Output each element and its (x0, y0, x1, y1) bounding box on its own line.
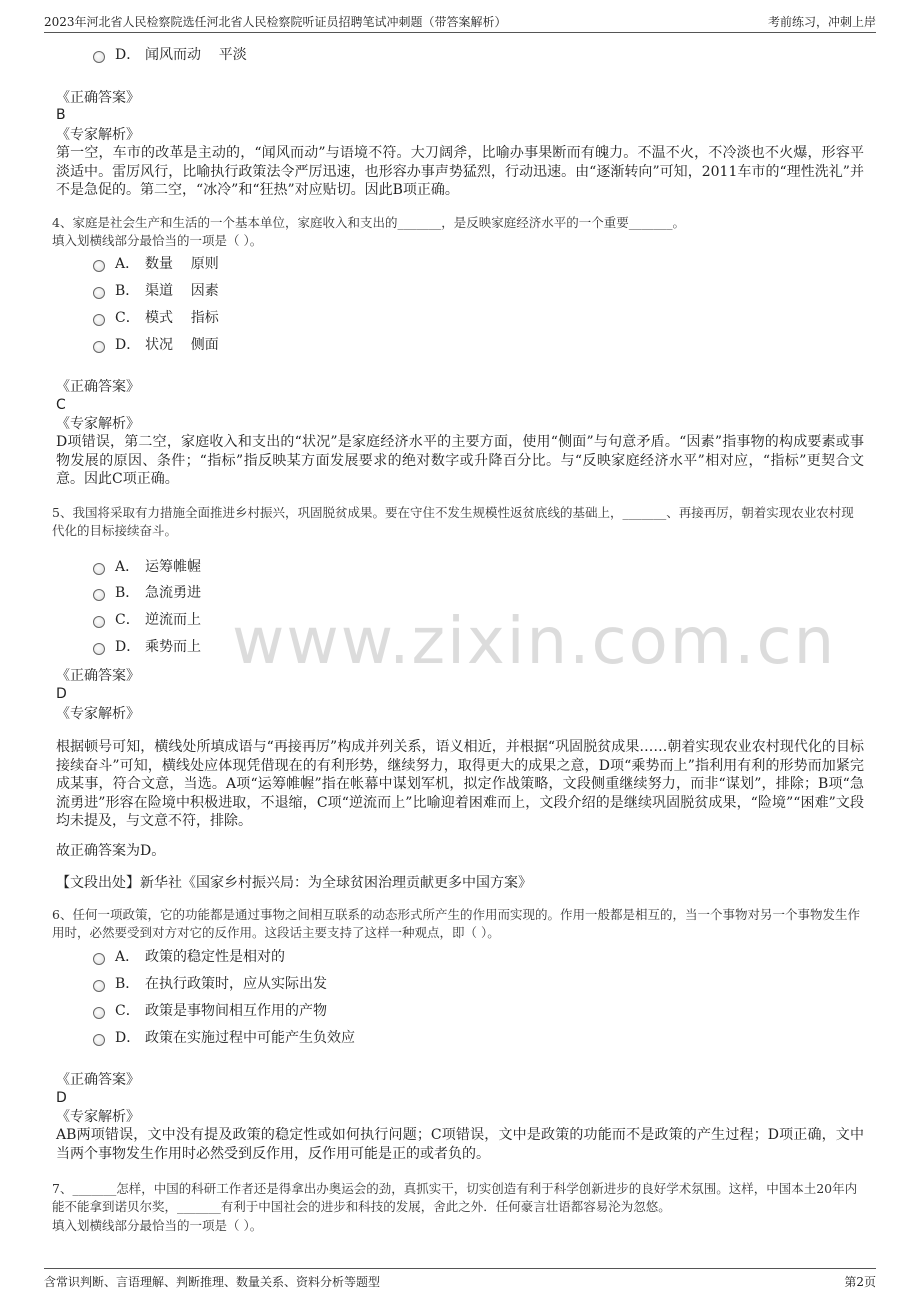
q6-analysis: AB两项错误，文中没有提及政策的稳定性或如何执行问题；C项错误，文中是政策的功能而不是政策的产生过程；D项正确，文中当两个事物发生作用时必然受到反作用，反作用可能是正的或者负的。 (56, 1127, 864, 1162)
document-title: 2023年河北省人民检察院选任河北省人民检察院听证员招聘笔试冲刺题（带答案解析） (44, 15, 507, 29)
radio-icon[interactable] (93, 51, 105, 63)
page-footer (44, 1268, 876, 1293)
radio-icon[interactable] (93, 589, 105, 601)
q6-answer-label: 《正确答案》 (56, 1072, 140, 1088)
q3-option-d[interactable]: D． 闻风而动 平淡 (93, 45, 247, 65)
radio-icon[interactable] (93, 1007, 105, 1019)
watermark: www.zixin.com.cn (232, 605, 837, 679)
footer-categories: 含常识判断、言语理解、判断推理、数量关系、资料分析等题型 (44, 1275, 381, 1289)
q6-analysis-label: 《专家解析》 (56, 1109, 140, 1125)
radio-icon[interactable] (93, 616, 105, 628)
radio-icon[interactable] (93, 1034, 105, 1046)
q6-answer: D (56, 1090, 67, 1106)
q6-option-c[interactable]: C． 政策是事物间相互作用的产物 (93, 1001, 327, 1021)
q3-answer: B (56, 107, 66, 123)
q5-analysis: 根据顿号可知，横线处所填成语与“再接再厉”构成并列关系，语义相近，并根据“巩固脱贫成果……朝着实现农业农村现代化的目标接续奋斗”可知，横线处应体现凭借现在的有利形势，继续努力，取得更大的成果之意，D项“乘势而上”指利用有利的形势而加紧完成某事，符合文意，当选。A项“运筹帷幄”指在帐幕中谋划军机，拟定作战策略，文段侧重继续努力，而非“谋划”，排除；B项“急流勇进”形容在险境中积极进取，不退缩，C项“逆流而上”比喻迎着困难而上，文段介绍的是继续巩固脱贫成果，“险境”“困难”文段均未提及，与文意不符，排除。 (56, 739, 864, 829)
q3-analysis: 第一空，车市的改革是主动的，“闻风而动”与语境不符。大刀阔斧，比喻办事果断而有魄力。不温不火，不冷淡也不火爆，形容平淡适中。雷厉风行，比喻执行政策法令严厉迅速，也形容办事声势猛烈，行动迅速。由“逐渐转向”可知，2011车市的“理性洗礼”并不是急促的。第二空，“冰冷”和“狂热”对应贴切。因此B项正确。 (56, 145, 864, 198)
radio-icon[interactable] (93, 287, 105, 299)
radio-icon[interactable] (93, 953, 105, 965)
q5-option-c[interactable]: C． 逆流而上 (93, 610, 201, 630)
q4-option-d[interactable]: D． 状况 侧面 (93, 335, 219, 355)
q4-analysis: D项错误，第二空，家庭收入和支出的“状况”是家庭经济水平的主要方面，使用“侧面”与句意矛盾。“因素”指事物的构成要素或事物发展的原因、条件；“指标”指反映某方面发展要求的绝对数字或升降百分比。与“反映家庭经济水平”相对应，“指标”更契合文意。因此C项正确。 (56, 434, 864, 487)
q4-analysis-label: 《专家解析》 (56, 416, 140, 432)
q4-stem: 4、家庭是社会生产和生活的一个基本单位，家庭收入和支出的_______，是反映家庭经济水平的一个重要_______。 (52, 215, 685, 230)
q5-answer: D (56, 686, 67, 702)
radio-icon[interactable] (93, 260, 105, 272)
page-number: 第2页 (844, 1275, 876, 1289)
radio-icon[interactable] (93, 563, 105, 575)
page-header (44, 10, 876, 33)
q6-option-d[interactable]: D． 政策在实施过程中可能产生负效应 (93, 1028, 355, 1048)
q5-stem: 5、我国将采取有力措施全面推进乡村振兴，巩固脱贫成果。要在守住不发生规模性返贫底线的基础上，_______、再接再厉，朝着实现农业农村现代化的目标接续奋斗。 (52, 505, 854, 538)
radio-icon[interactable] (93, 643, 105, 655)
q7-prompt: 填入划横线部分最恰当的一项是（ ）。 (52, 1218, 263, 1233)
radio-icon[interactable] (93, 980, 105, 992)
q3-answer-label: 《正确答案》 (56, 90, 140, 106)
q4-answer-label: 《正确答案》 (56, 379, 140, 395)
q5-answer-label: 《正确答案》 (56, 668, 140, 684)
q6-option-a[interactable]: A． 政策的稳定性是相对的 (93, 947, 285, 967)
q5-source: 【文段出处】新华社《国家乡村振兴局：为全球贫困治理贡献更多中国方案》 (56, 875, 532, 891)
q5-option-b[interactable]: B． 急流勇进 (93, 583, 201, 603)
radio-icon[interactable] (93, 341, 105, 353)
q4-option-b[interactable]: B． 渠道 因素 (93, 281, 219, 301)
q7-stem: 7、_______怎样，中国的科研工作者还是得拿出办奥运会的劲，真抓实干，切实创造有利于科学创新进步的良好学术氛围。这样，中国本土20年内能不能拿到诺贝尔奖，_______有利于中国社会的进步和科技的发展，舍此之外．任何豪言壮语都容易沦为忽悠。 (52, 1181, 858, 1214)
q5-option-d[interactable]: D． 乘势而上 (93, 637, 201, 657)
q6-stem: 6、任何一项政策，它的功能都是通过事物之间相互联系的动态形式所产生的作用而实现的。作用一般都是相互的，当一个事物对另一个事物发生作用时，必然要受到对方对它的反作用。这段话主要支持了这样一种观点，即（ ）。 (52, 907, 860, 940)
q5-analysis-label: 《专家解析》 (56, 706, 140, 722)
header-slogan: 考前练习，冲刺上岸 (767, 15, 876, 29)
q4-prompt: 填入划横线部分最恰当的一项是（ ）。 (52, 233, 263, 248)
q4-option-a[interactable]: A． 数量 原则 (93, 254, 219, 274)
q6-option-b[interactable]: B． 在执行政策时，应从实际出发 (93, 974, 327, 994)
radio-icon[interactable] (93, 314, 105, 326)
q3-analysis-label: 《专家解析》 (56, 127, 140, 143)
q4-answer: C (56, 397, 66, 413)
q4-option-c[interactable]: C． 模式 指标 (93, 308, 219, 328)
q5-conclusion: 故正确答案为D。 (56, 843, 166, 859)
q5-option-a[interactable]: A． 运筹帷幄 (93, 557, 201, 577)
